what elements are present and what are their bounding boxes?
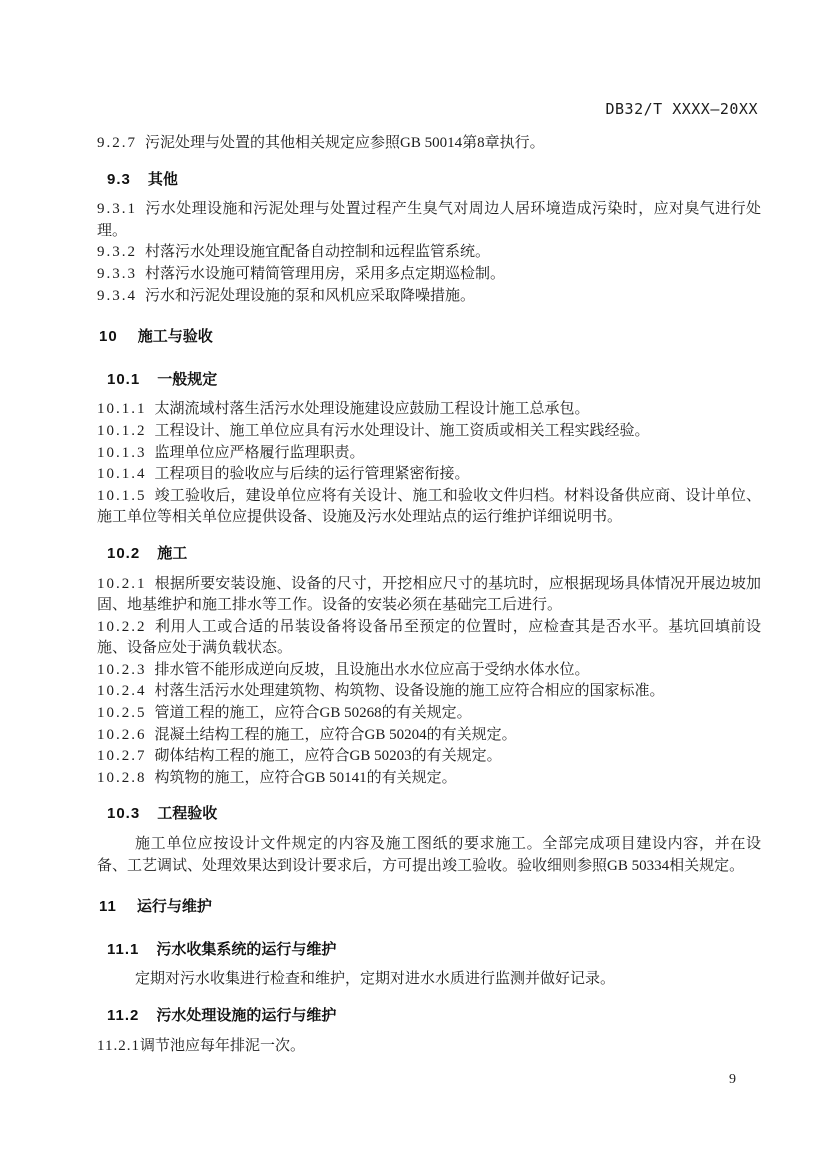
- section-heading-11-1: [107, 939, 761, 961]
- heading-title: 一般规定: [157, 370, 218, 388]
- section-heading-9-3: [107, 169, 761, 191]
- standard-code: DB32/T XXXX—20XX: [605, 100, 758, 118]
- clause-10-1-2: 10.1.2 工程设计、施工单位应具有污水处理设计、施工资质或相关工程实践经验。: [97, 422, 650, 439]
- heading-title: 工程验收: [157, 805, 218, 823]
- clause-10-2-7: 10.2.7 砌体结构工程的施工，应符合GB 50203的有关规定。: [97, 748, 502, 765]
- clause-10-2-2: 10.2.2 利用人工或合适的吊装设备将设备吊至预定的位置时，应检查其是否水平。基坑回填前设施、设备应处于满负载状态。: [97, 618, 761, 657]
- section-heading-10-2: [107, 543, 761, 565]
- heading-title: 施工: [157, 544, 188, 562]
- clause-number: 9.3.1: [97, 201, 137, 218]
- section-heading-11-2: [107, 1005, 761, 1027]
- clause-10-1-4: 10.1.4 工程项目的验收应与后续的运行管理紧密衔接。: [97, 466, 470, 483]
- paragraph: 定期对污水收集进行检查和维护，定期对进水水质进行监测并做好记录。: [135, 971, 616, 988]
- clause-number: 10.2.5: [97, 705, 147, 722]
- clause-9-3-1: 9.3.1 污水处理设施和污泥处理与处置过程产生臭气对周边人居环境造成污染时，应对臭气进行处理。: [97, 201, 761, 239]
- heading-number: 11.2: [107, 1007, 140, 1024]
- clause-9-3-4: 9.3.4 污水和污泥处理设施的泵和风机应采取降噪措施。: [97, 287, 476, 304]
- heading-number: 10.3: [107, 805, 141, 823]
- clause-11-2-1: 11.2.1调节池应每年排泥一次。: [97, 1037, 305, 1054]
- heading-number: 10.2: [107, 544, 141, 562]
- clause-number: 10.1.2: [97, 422, 147, 439]
- clause-10-2-4: 10.2.4 村落生活污水处理建筑物、构筑物、设备设施的施工应符合相应的国家标准。: [97, 683, 665, 700]
- clause-number: 10.2.4: [97, 683, 147, 700]
- clause-10-2-8: 10.2.8 构筑物的施工，应符合GB 50141的有关规定。: [97, 769, 457, 786]
- clause-number: 9.3.3: [97, 265, 137, 282]
- paragraph: 施工单位应按设计文件规定的内容及施工图纸的要求施工。全部完成项目建设内容，并在设备、工艺调试、处理效果达到设计要求后，方可提出竣工验收。验收细则参照GB 50334相关规定。: [97, 836, 761, 874]
- clause-10-2-5: 10.2.5 管道工程的施工，应符合GB 50268的有关规定。: [97, 705, 472, 722]
- clause-number: 9.2.7: [97, 135, 137, 151]
- page-number: 9: [729, 1072, 736, 1087]
- clause-10-1-3: 10.1.3 监理单位应严格履行监理职责。: [97, 444, 365, 461]
- heading-title: 污水处理设施的运行与维护: [156, 1007, 337, 1024]
- clause-9-2-7: 9.2.7 污泥处理与处置的其他相关规定应参照GB 50014第8章执行。: [97, 135, 545, 151]
- clause-10-1-1: 10.1.1 太湖流域村落生活污水处理设施建设应鼓励工程设计施工总承包。: [97, 401, 590, 418]
- clause-number: 10.2.8: [97, 769, 147, 786]
- clause-number: 10.2.6: [97, 726, 147, 743]
- clause-number: 10.1.4: [97, 466, 147, 483]
- heading-title: 污水收集系统的运行与维护: [156, 940, 337, 958]
- clause-9-3-3: 9.3.3 村落污水设施可精简管理用房，采用多点定期巡检制。: [97, 265, 506, 282]
- heading-number: 11.1: [107, 940, 140, 958]
- heading-number: 10: [99, 328, 118, 346]
- section-heading-10-3: [107, 803, 761, 825]
- clause-number: 10.1.5: [97, 487, 147, 504]
- clause-number: 11.2.1: [97, 1037, 140, 1054]
- chapter-heading-11: [99, 896, 761, 918]
- clause-number: 10.2.3: [97, 661, 147, 678]
- heading-title: 其他: [147, 170, 178, 188]
- heading-number: 11: [99, 898, 117, 916]
- document-content: [97, 133, 761, 1057]
- heading-number: 9.3: [107, 170, 131, 188]
- clause-number: 10.2.2: [97, 618, 147, 635]
- clause-10-2-1: 10.2.1 根据所要安装设施、设备的尺寸，开挖相应尺寸的基坑时，应根据现场具体情况开展边坡加固、地基维护和施工排水等工作。设备的安装必须在基础完工后进行。: [97, 575, 761, 614]
- clause-number: 9.3.4: [97, 287, 137, 304]
- clause-10-1-5: 10.1.5 竣工验收后，建设单位应将有关设计、施工和验收文件归档。材料设备供应商、设计单位、施工单位等相关单位应提供设备、设施及污水处理站点的运行维护详细说明书。: [97, 487, 761, 526]
- chapter-heading-10: [99, 326, 761, 348]
- clause-10-2-6: 10.2.6 混凝土结构工程的施工，应符合GB 50204的有关规定。: [97, 726, 517, 743]
- heading-number: 10.1: [107, 370, 141, 388]
- clause-number: 10.2.1: [97, 575, 147, 592]
- section-heading-10-1: [107, 369, 761, 391]
- clause-number: 10.1.3: [97, 444, 147, 461]
- clause-number: 9.3.2: [97, 244, 137, 261]
- clause-number: 10.2.7: [97, 748, 147, 765]
- clause-9-3-2: 9.3.2 村落污水处理设施宜配备自动控制和远程监管系统。: [97, 244, 491, 261]
- clause-10-2-3: 10.2.3 排水管不能形成逆向反坡，且设施出水水位应高于受纳水体水位。: [97, 661, 590, 678]
- heading-title: 施工与验收: [137, 328, 213, 346]
- heading-title: 运行与维护: [136, 898, 212, 916]
- clause-number: 10.1.1: [97, 401, 147, 418]
